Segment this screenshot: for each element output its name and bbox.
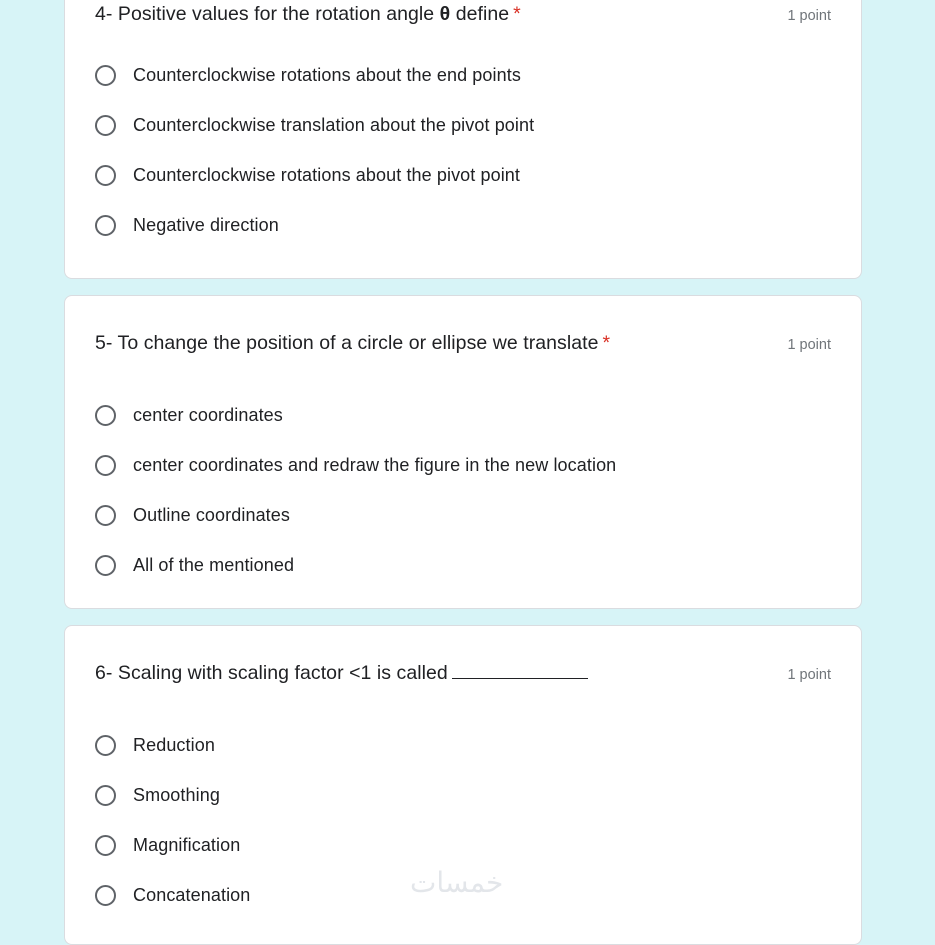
- radio-button[interactable]: [95, 555, 116, 576]
- option-label: center coordinates and redraw the figure in the new location: [133, 454, 617, 475]
- option-negative-direction[interactable]: [95, 200, 831, 250]
- option-label: Concatenation: [133, 884, 251, 905]
- fill-in-blank-line: [452, 661, 588, 679]
- option-reduction[interactable]: [95, 720, 831, 770]
- option-label: Reduction: [133, 734, 215, 755]
- option-label: Counterclockwise rotations about the pivot point: [133, 164, 521, 185]
- question-card-5: [64, 295, 862, 609]
- option-counterclockwise-rotations-pivot[interactable]: [95, 150, 831, 200]
- radio-button[interactable]: [95, 785, 116, 806]
- option-label: Smoothing: [133, 784, 220, 805]
- question-title: 4- Positive values for the rotation angle θ define *: [95, 3, 521, 25]
- option-outline-coordinates[interactable]: [95, 490, 831, 540]
- option-label: Counterclockwise rotations about the end points: [133, 64, 521, 85]
- option-label: center coordinates: [133, 404, 283, 425]
- points-label: 1 point: [787, 8, 831, 24]
- radio-button[interactable]: [95, 215, 116, 236]
- option-center-coordinates-redraw[interactable]: [95, 440, 831, 490]
- required-asterisk: *: [513, 3, 521, 25]
- radio-button[interactable]: [95, 505, 116, 526]
- option-magnification[interactable]: [95, 820, 831, 870]
- option-label: Outline coordinates: [133, 504, 290, 525]
- option-label: Counterclockwise translation about the pivot point: [133, 114, 535, 135]
- options-list: [95, 390, 831, 590]
- option-all-of-the-mentioned[interactable]: [95, 540, 831, 590]
- question-header: [95, 2, 831, 26]
- theta-symbol: θ: [439, 3, 451, 25]
- radio-button[interactable]: [95, 65, 116, 86]
- radio-button[interactable]: [95, 455, 116, 476]
- option-label: Magnification: [133, 834, 241, 855]
- option-label: Negative direction: [133, 214, 279, 235]
- points-label: 1 point: [787, 667, 831, 683]
- radio-button[interactable]: [95, 405, 116, 426]
- options-list: [95, 50, 831, 250]
- option-center-coordinates[interactable]: [95, 390, 831, 440]
- radio-button[interactable]: [95, 885, 116, 906]
- radio-button[interactable]: [95, 165, 116, 186]
- option-smoothing[interactable]: [95, 770, 831, 820]
- option-counterclockwise-translation-pivot[interactable]: [95, 100, 831, 150]
- radio-button[interactable]: [95, 115, 116, 136]
- watermark-logo: خمسات: [410, 866, 504, 899]
- radio-button[interactable]: [95, 835, 116, 856]
- points-label: 1 point: [787, 337, 831, 353]
- option-counterclockwise-rotations-end-points[interactable]: [95, 50, 831, 100]
- question-header: [95, 661, 831, 685]
- radio-button[interactable]: [95, 735, 116, 756]
- required-asterisk: *: [602, 332, 611, 354]
- question-title: 6- Scaling with scaling factor <1 is called: [95, 661, 588, 685]
- question-header: [95, 331, 831, 355]
- question-title: 5- To change the position of a circle or ellipse we translate *: [95, 332, 611, 354]
- question-card-4: [64, 0, 862, 279]
- option-label: All of the mentioned: [133, 554, 295, 575]
